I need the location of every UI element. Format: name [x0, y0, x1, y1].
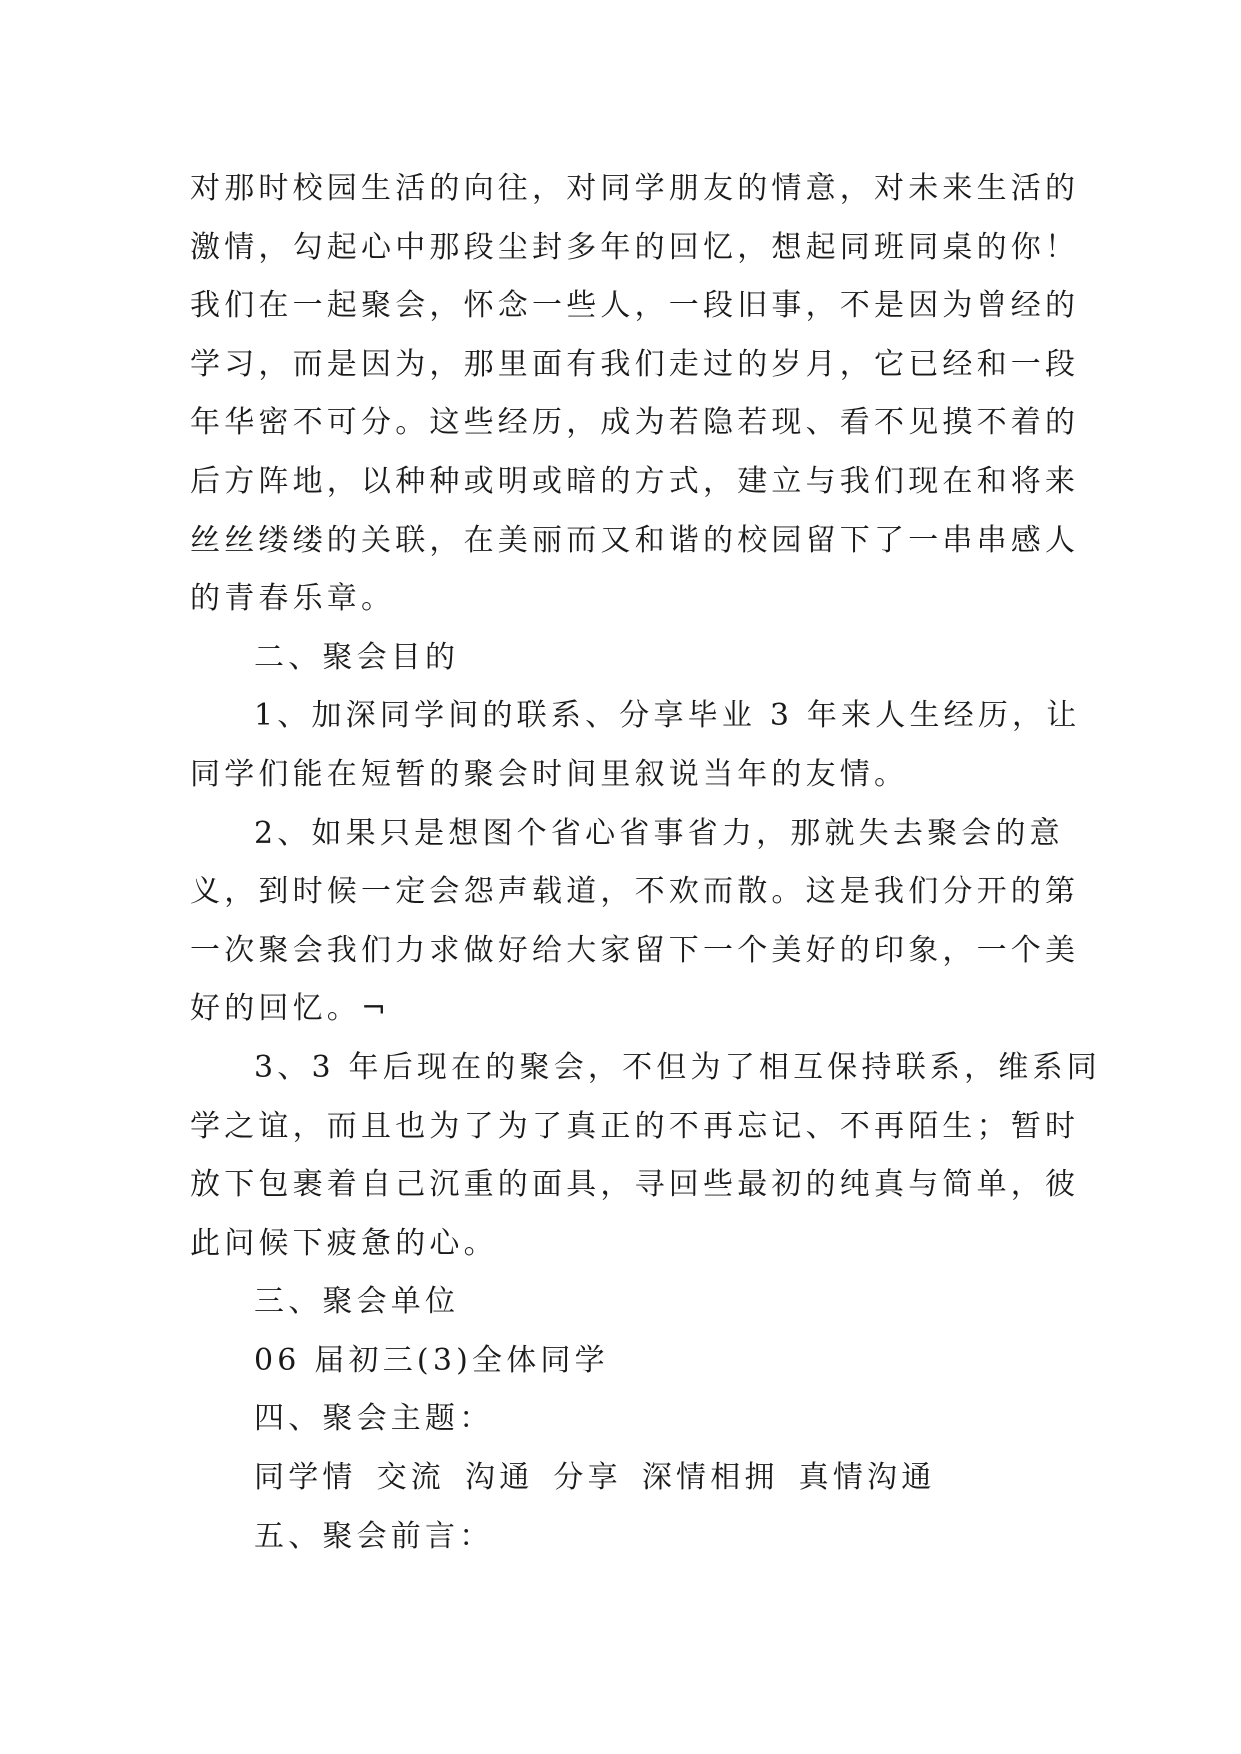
- text-line: 年华密不可分。这些经历，成为若隐若现、看不见摸不着的: [190, 405, 1080, 441]
- keyword: 同学情: [254, 1460, 357, 1496]
- text-line: 学习，而是因为，那里面有我们走过的岁月，它已经和一段: [190, 346, 1080, 382]
- text-line: 好的回忆。¬: [190, 991, 391, 1027]
- section-heading-unit: 三、聚会单位: [254, 1284, 460, 1320]
- keyword: 深情相拥: [641, 1460, 779, 1496]
- text-line: 的青春乐章。: [190, 581, 396, 617]
- text-line: 放下包裹着自己沉重的面具，寻回些最初的纯真与简单，彼: [190, 1167, 1080, 1203]
- keyword: 真情沟通: [798, 1460, 936, 1496]
- unit-text: 06 届初三(3)全体同学: [254, 1342, 609, 1378]
- keyword: 分享: [553, 1460, 622, 1496]
- text-line: 学之谊，而且也为了为了真正的不再忘记、不再陌生；暂时: [190, 1108, 1080, 1144]
- list-item-1: 1、加深同学间的联系、分享毕业 3 年来人生经历，让: [254, 698, 1081, 734]
- list-item-2: 2、如果只是想图个省心省事省力，那就失去聚会的意: [254, 815, 1064, 851]
- text-line: 对那时校园生活的向往，对同学朋友的情意，对未来生活的: [190, 171, 1080, 206]
- section-heading-preface: 五、聚会前言：: [254, 1518, 494, 1554]
- list-item-3: 3、3 年后现在的聚会，不但为了相互保持联系，维系同: [254, 1049, 1101, 1085]
- text-line: 此问候下疲惫的心。: [190, 1225, 498, 1261]
- section-heading-purpose: 二、聚会目的: [254, 639, 460, 675]
- keyword: 交流: [376, 1460, 446, 1496]
- text-line: 一次聚会我们力求做好给大家留下一个美好的印象，一个美: [190, 932, 1080, 968]
- text-line: 激情，勾起心中那段尘封多年的回忆，想起同班同桌的你！: [190, 229, 1080, 265]
- text-line: 后方阵地，以种种或明或暗的方式，建立与我们现在和将来: [190, 463, 1080, 499]
- document-body: [190, 160, 1101, 1566]
- keyword: 沟通: [465, 1460, 534, 1496]
- text-line: 义，到时候一定会怨声载道，不欢而散。这是我们分开的第: [190, 874, 1080, 910]
- section-heading-theme: 四、聚会主题：: [254, 1401, 494, 1437]
- text-line: 丝丝缕缕的关联，在美丽而又和谐的校园留下了一串串感人: [190, 522, 1080, 558]
- theme-keywords: [190, 1449, 1052, 1508]
- text-line: 我们在一起聚会，怀念一些人，一段旧事，不是因为曾经的: [190, 288, 1080, 324]
- text-line: 同学们能在短暂的聚会时间里叙说当年的友情。: [190, 756, 909, 792]
